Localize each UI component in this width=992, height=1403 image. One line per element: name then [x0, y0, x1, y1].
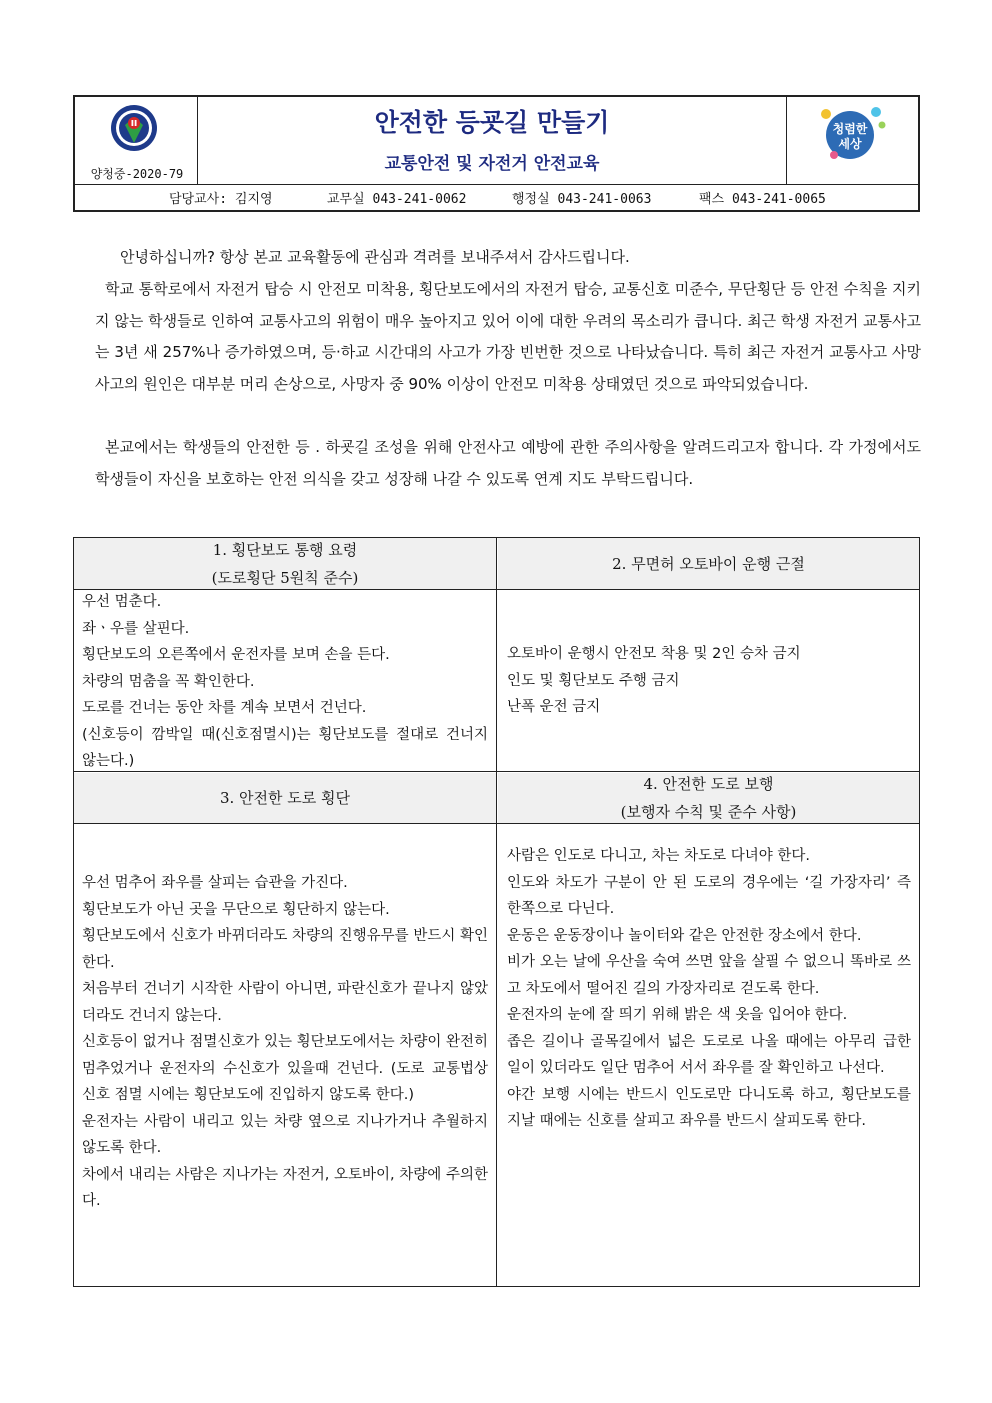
- integrity-campaign-logo: [812, 103, 892, 165]
- list-item: 횡단보도가 아닌 곳을 무단으로 횡단하지 않는다.: [82, 901, 390, 918]
- contact-row: [75, 188, 918, 208]
- letterhead: [73, 95, 920, 212]
- intro-body: 학교 통학로에서 자전거 탑승 시 안전모 미착용, 횡단보도에서의 자전거 탑승, 교통신호 미준수, 무단횡단 등 안전 수칙을 지키지 않는 학생들로 인하여 교통사고의 위험이 매우 높아지고 있어 이에 대한 우려의 목소리가 큽니다. 최근 학생 자전거 교통사고는 3년 새 257%나 증가하였으며, 등‧하교 시간대의 사고가 가장 빈번한 것으로 나타났습니다. 특히 최근 자전거 교통사고 사망사고의 원인은 대부분 머리 손상으로, 사망자 중 90% 이상이 안전모 미착용 상태였던 것으로 파악되었습니다.: [95, 280, 921, 393]
- school-emblem-icon: [109, 103, 159, 153]
- brand-logo-text-2: 세상: [838, 137, 862, 151]
- list-item: 우선 멈춘다.: [82, 594, 162, 610]
- contact-teacher: 담당교사: 김지영: [169, 192, 273, 207]
- contact-admin: 행정실 043-241-0063: [512, 192, 652, 207]
- section-2-heading: 2. 무면허 오토바이 운행 근절: [498, 538, 919, 589]
- list-item: 좁은 길이나 골목길에서 넓은 도로로 나올 때에는 아무리 급한 일이 있더라도 일단 멈추어 서서 좌우를 잘 확인하고 나선다.: [507, 1033, 911, 1076]
- list-item: 난폭 운전 금지: [507, 699, 601, 715]
- intro-request: 본교에서는 학생들의 안전한 등 . 하굣길 조성을 위해 안전사고 예방에 관한 주의사항을 알려드리고자 합니다. 각 가정에서도 학생들이 자신을 보호하는 안전 의식을 갖고 성장해 나갈 수 있도록 연계 지도 부탁드립니다.: [95, 438, 921, 488]
- list-item: 인도와 차도가 구분이 안 된 도로의 경우에는 ‘길 가장자리’ 즉 한쪽으로 다닌다.: [507, 874, 911, 917]
- section-3-heading: 3. 안전한 도로 횡단: [74, 773, 496, 823]
- list-item: 야간 보행 시에는 반드시 인도로만 다니도록 하고, 횡단보도를 지날 때에는 신호를 살피고 좌우를 반드시 살피도록 한다.: [507, 1086, 911, 1129]
- document-number: 양청중-2020-79: [90, 167, 184, 181]
- section-1-heading: 1. 횡단보도 통행 요령 (도로횡단 5원칙 준수): [74, 538, 496, 589]
- list-item: (신호등이 깜박일 때(신호점멸시)는 횡단보도를 절대로 건너지 않는다.): [82, 726, 488, 769]
- list-item: 사람은 인도로 다니고, 차는 차도로 다녀야 한다.: [507, 848, 811, 864]
- section-2-body: [507, 641, 907, 721]
- list-item: 우선 멈추어 좌우를 살피는 습관을 가진다.: [82, 875, 348, 891]
- list-item: 차에서 내리는 사람은 지나가는 자전거, 오토바이, 차량에 주의한다.: [82, 1166, 488, 1209]
- contact-office: 교무실 043-241-0062: [327, 192, 467, 207]
- page-title: 안전한 등굣길 만들기: [374, 108, 610, 137]
- list-item: 횡단보도에서 신호가 바뀌더라도 차량의 진행유무를 반드시 확인한다.: [82, 928, 488, 971]
- contact-fax: 팩스 043-241-0065: [699, 192, 826, 207]
- page-subtitle: 교통안전 및 자전거 안전교육: [384, 154, 600, 174]
- list-item: 횡단보도의 오른쪽에서 운전자를 보며 손을 든다.: [82, 647, 390, 663]
- section-4-heading: 4. 안전한 도로 보행 (보행자 수칙 및 준수 사항): [498, 773, 919, 823]
- section-1-body: [82, 589, 488, 775]
- list-item: 운전자의 눈에 잘 띄기 위해 밝은 색 옷을 입어야 한다.: [507, 1007, 848, 1023]
- list-item: 좌ㆍ우를 살핀다.: [82, 620, 190, 637]
- list-item: 차량의 멈춤을 꼭 확인한다.: [82, 673, 255, 690]
- intro-greeting: 안녕하십니까? 항상 본교 교육활동에 관심과 격려를 보내주셔서 감사드립니다.: [120, 248, 630, 266]
- brand-logo-text-1: 청렴한: [832, 122, 868, 136]
- list-item: 인도 및 횡단보도 주행 금지: [507, 672, 680, 689]
- list-item: 비가 오는 날에 우산을 숙여 쓰면 앞을 살필 수 없으니 똑바로 쓰고 차도에서 떨어진 길의 가장자리로 걷도록 한다.: [507, 954, 911, 997]
- safety-table: [73, 537, 920, 1287]
- list-item: 오토바이 운행시 안전모 착용 및 2인 승차 금지: [507, 646, 801, 662]
- section-3-body: [82, 870, 488, 1215]
- list-item: 도로를 건너는 동안 차를 계속 보면서 건넌다.: [82, 700, 367, 716]
- list-item: 운전자는 사람이 내리고 있는 차량 옆으로 지나가거나 추월하지 않도록 한다.: [82, 1113, 488, 1156]
- list-item: 운동은 운동장이나 놀이터와 같은 안전한 장소에서 한다.: [507, 927, 862, 944]
- list-item: 신호등이 없거나 점멸신호가 있는 횡단보도에서는 차량이 완전히 멈추었거나 운전자의 수신호가 있을때 건넌다. (도로 교통법상 신호 점멸 시에는 횡단보도에 진입하지 않도록 한다.): [82, 1034, 488, 1103]
- list-item: 처음부터 건너기 시작한 사람이 아니면, 파란신호가 끝나지 않았더라도 건너지 않는다.: [82, 981, 488, 1024]
- section-4-body: [507, 843, 911, 1135]
